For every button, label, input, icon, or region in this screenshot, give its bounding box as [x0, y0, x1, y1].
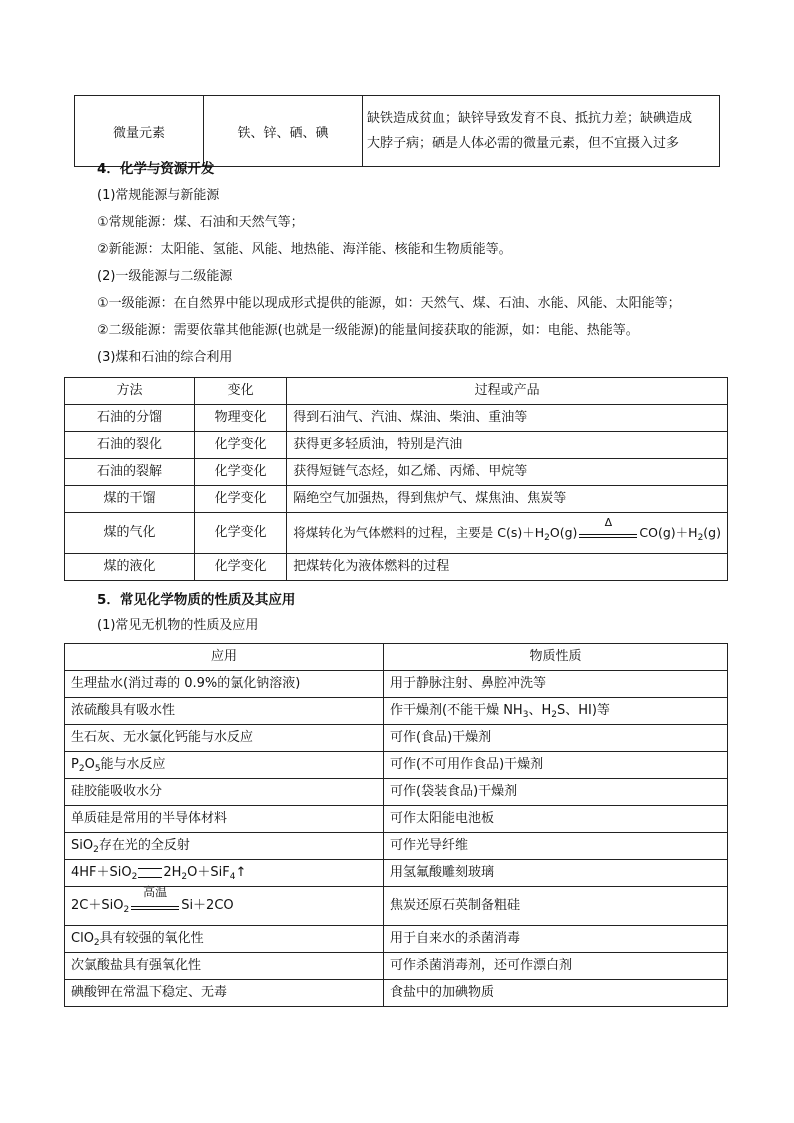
table-cell: 单质硅是常用的半导体材料 [65, 806, 384, 833]
table-header-row [65, 378, 728, 405]
table-row [75, 96, 720, 167]
table-row [65, 953, 728, 980]
table-row [65, 806, 728, 833]
table-cell: 隔绝空气加强热，得到焦炉气、煤焦油、焦炭等 [287, 486, 728, 513]
subheading: (1)常见无机物的性质及应用 [97, 618, 259, 633]
table-row [65, 779, 728, 806]
table-cell: 微量元素 [75, 96, 204, 167]
table-row [65, 486, 728, 513]
silicon-formula: 2C＋SiO$_2$ 高温 Si＋2CO [65, 887, 384, 926]
reaction-condition: 高温 [129, 896, 181, 916]
note-line: 缺铁造成贫血；缺锌导致发育不良、抵抗力差；缺碘造成 [367, 111, 693, 126]
table-cell: 煤的液化 [65, 554, 195, 581]
table-cell: 可作杀菌消毒剂，还可作漂白剂 [384, 953, 728, 980]
section-heading: 5．常见化学物质的性质及其应用 [97, 592, 296, 608]
table-row [65, 513, 728, 554]
table-cell: 化学变化 [194, 554, 286, 581]
table-cell: 把煤转化为液体燃料的过程 [287, 554, 728, 581]
table-cell [363, 96, 720, 167]
table-row [65, 926, 728, 953]
note-line: 大脖子病；硒是人体必需的微量元素，但不宜摄入过多 [367, 136, 680, 151]
table-cell: 可作(食品)干燥剂 [384, 725, 728, 752]
reaction-condition: Δ [577, 524, 639, 544]
equals-sign [138, 868, 162, 878]
subheading: (1)常规能源与新能源 [97, 188, 220, 203]
table-row [65, 432, 728, 459]
column-header: 过程或产品 [287, 378, 728, 405]
paragraph: ②二级能源：需要依靠其他能源(也就是一级能源)的能量间接获取的能源，如：电能、热能等。 [97, 323, 639, 338]
table-cell: 浓硫酸具有吸水性 [65, 698, 384, 725]
table-cell: 石油的裂解 [65, 459, 195, 486]
table-row [65, 554, 728, 581]
table-cell: 获得短链气态烃，如乙烯、丙烯、甲烷等 [287, 459, 728, 486]
table-cell: 用氢氟酸雕刻玻璃 [384, 860, 728, 887]
table-row [65, 405, 728, 432]
table-cell: 可作(不可用作食品)干燥剂 [384, 752, 728, 779]
section-heading: 4．化学与资源开发 [97, 161, 215, 177]
paragraph: ①一级能源：在自然界中能以现成形式提供的能源，如：天然气、煤、石油、水能、风能、太阳能等； [97, 296, 681, 311]
subheading: (2)一级能源与二级能源 [97, 269, 233, 284]
table-cell: 次氯酸盐具有强氧化性 [65, 953, 384, 980]
table-cell: 可作(袋装食品)干燥剂 [384, 779, 728, 806]
trace-element-table [74, 95, 720, 167]
table-cell: 生理盐水(消过毒的 0.9%的氯化钠溶液) [65, 671, 384, 698]
table-cell: $P_2O_5$能与水反应 [65, 752, 384, 779]
table-cell: 用于自来水的杀菌消毒 [384, 926, 728, 953]
table-cell: 获得更多轻质油，特别是汽油 [287, 432, 728, 459]
table-cell: 化学变化 [194, 513, 286, 554]
table-row [65, 671, 728, 698]
subheading: (3)煤和石油的综合利用 [97, 350, 233, 365]
table-cell: 食盐中的加碘物质 [384, 980, 728, 1007]
inorganic-properties-table [64, 643, 728, 1007]
table-cell: 作干燥剂(不能干燥 $NH_3$、$H_2S$、HI)等 [384, 698, 728, 725]
table-row [65, 698, 728, 725]
table-cell: 焦炭还原石英制备粗硅 [384, 887, 728, 926]
table-cell: 石油的裂化 [65, 432, 195, 459]
table-cell: 可作光导纤维 [384, 833, 728, 860]
table-cell: 化学变化 [194, 486, 286, 513]
hf-etch-formula: 4HF＋SiO$_2$ $2H_2O+SiF_4↑$ [65, 860, 384, 887]
column-header: 变化 [194, 378, 286, 405]
column-header: 应用 [65, 644, 384, 671]
table-row [65, 860, 728, 887]
table-cell: 煤的气化 [65, 513, 195, 554]
table-row [65, 980, 728, 1007]
table-cell: 硅胶能吸收水分 [65, 779, 384, 806]
table-cell: 物理变化 [194, 405, 286, 432]
table-cell: 得到石油气、汽油、煤油、柴油、重油等 [287, 405, 728, 432]
table-cell: 石油的分馏 [65, 405, 195, 432]
table-cell: 煤的干馏 [65, 486, 195, 513]
table-row [65, 752, 728, 779]
table-cell: 可作太阳能电池板 [384, 806, 728, 833]
table-row [65, 833, 728, 860]
table-cell: SiO$_2$存在光的全反射 [65, 833, 384, 860]
table-cell: 生石灰、无水氯化钙能与水反应 [65, 725, 384, 752]
column-header: 方法 [65, 378, 195, 405]
paragraph: ①常规能源：煤、石油和天然气等； [97, 215, 304, 230]
table-row [65, 725, 728, 752]
paragraph: ②新能源：太阳能、氢能、风能、地热能、海洋能、核能和生物质能等。 [97, 242, 512, 257]
gasification-formula: 将煤转化为气体燃料的过程，主要是 $C(s)+H_2O(g)$ Δ $CO(g)+H_2(g)$ [287, 513, 728, 554]
column-header: 物质性质 [384, 644, 728, 671]
table-cell: ClO$_2$具有较强的氧化性 [65, 926, 384, 953]
table-header-row [65, 644, 728, 671]
table-row [65, 459, 728, 486]
table-cell: 铁、锌、硒、碘 [204, 96, 363, 167]
coal-oil-table [64, 377, 728, 581]
table-cell: 化学变化 [194, 432, 286, 459]
table-cell: 化学变化 [194, 459, 286, 486]
table-cell: 用于静脉注射、鼻腔冲洗等 [384, 671, 728, 698]
table-cell: 碘酸钾在常温下稳定、无毒 [65, 980, 384, 1007]
table-row [65, 887, 728, 926]
